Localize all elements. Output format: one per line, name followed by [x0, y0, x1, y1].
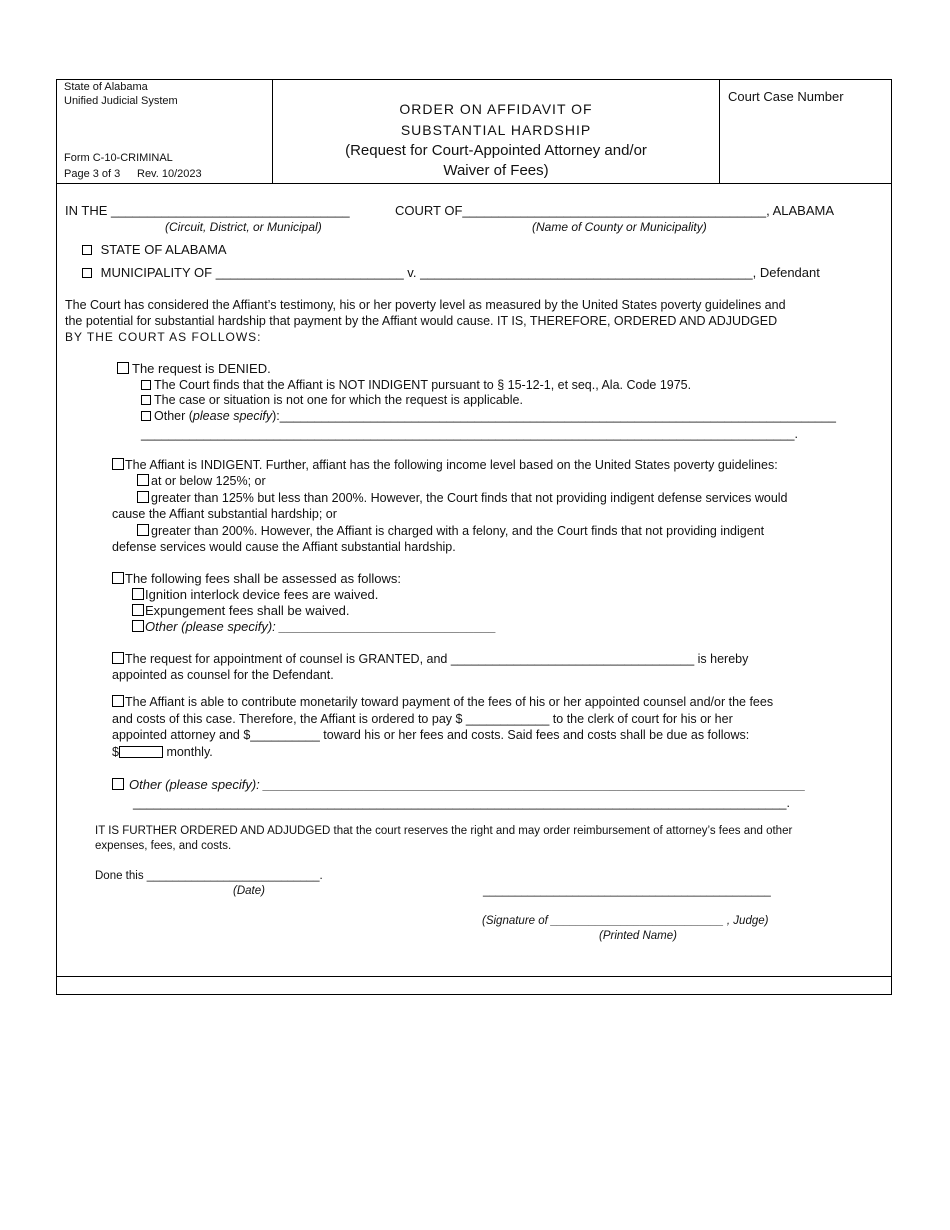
municipality-option[interactable]: [82, 265, 820, 281]
expungement-label: Expungement fees shall be waived.: [145, 603, 350, 618]
income-200-label: greater than 200%. However, the Affiant is charged with a felony, and the Court finds that not providing indigent: [151, 524, 765, 538]
income-200-checkbox[interactable]: [137, 524, 149, 536]
ignition-checkbox[interactable]: [132, 588, 144, 600]
denied-label: The request is DENIED.: [132, 361, 271, 376]
form-id: Form C-10-CRIMINAL: [64, 152, 173, 164]
title-line-3: (Request for Court-Appointed Attorney and/or: [345, 142, 647, 159]
income-125-200-label: greater than 125% but less than 200%. However, the Court finds that not providing indigent defense services would: [151, 491, 788, 505]
monthly-dollar-sign: $: [112, 745, 119, 759]
in-the-field[interactable]: IN THE _________________________________: [65, 203, 350, 218]
monthly-amount-box[interactable]: [119, 746, 163, 758]
contribute-line-4: [112, 744, 213, 760]
expungement-option[interactable]: [132, 603, 350, 619]
further-line-1: IT IS FURTHER ORDERED AND ADJUDGED that the court reserves the right and may order reimbursement of attorney’s fees and other: [95, 825, 793, 837]
fees-other-option[interactable]: [132, 619, 496, 635]
state-checkbox[interactable]: [82, 245, 92, 255]
indigent-option[interactable]: [112, 457, 778, 473]
footer-divider: [57, 976, 891, 977]
header-title: [273, 80, 720, 183]
denied-other-checkbox[interactable]: [141, 411, 151, 421]
counsel-label: The request for appointment of counsel is GRANTED, and ___________________________________ is hereby: [125, 652, 749, 666]
court-of-field[interactable]: COURT OF__________________________________________, ALABAMA: [395, 203, 834, 218]
counsel-option[interactable]: [112, 651, 748, 667]
signature-label: (Signature of ___________________________ , Judge): [482, 915, 769, 927]
not-applicable-option[interactable]: [141, 392, 523, 408]
signature-line[interactable]: _____________________________________________: [483, 885, 771, 897]
fees-other-label: Other (please specify): ______________________________: [145, 619, 497, 634]
form-frame: [56, 79, 892, 995]
income-125-checkbox[interactable]: [137, 474, 149, 486]
expungement-checkbox[interactable]: [132, 604, 144, 616]
counsel-line-2: appointed as counsel for the Defendant.: [112, 668, 334, 682]
county-hint: (Name of County or Municipality): [532, 220, 707, 234]
intro-line-2: the potential for substantial hardship that payment by the Affiant would cause. IT IS, THEREFORE, ORDERED AND ADJUDGED: [65, 314, 778, 328]
further-line-2: expenses, fees, and costs.: [95, 840, 232, 852]
page-number: Page 3 of 3: [64, 168, 121, 180]
title-line-1: ORDER ON AFFIDAVIT OF: [399, 101, 593, 117]
other-option[interactable]: [112, 777, 806, 793]
income-125-200-checkbox[interactable]: [137, 491, 149, 503]
other-line-2[interactable]: ______________________________________________________________________________________________.: [133, 796, 790, 810]
denied-other-line-2[interactable]: ______________________________________________________________________________________________.: [141, 427, 798, 441]
state-option-label: STATE OF ALABAMA: [100, 242, 227, 257]
income-125-200-option[interactable]: [137, 490, 788, 506]
case-number-box[interactable]: [720, 80, 891, 183]
court-type-hint: (Circuit, District, or Municipal): [165, 220, 322, 234]
revision: Rev. 10/2023: [137, 168, 202, 180]
denied-other-line: ):________________________________________________________________________________: [272, 409, 836, 423]
income-125-200-line-2: cause the Affiant substantial hardship; or: [112, 507, 337, 521]
contribute-label: The Affiant is able to contribute monetarily toward payment of the fees of his or her appointed counsel and/or the fees: [125, 695, 774, 709]
other-checkbox[interactable]: [112, 778, 124, 790]
municipality-option-label: MUNICIPALITY OF __________________________ v. ______________________________________________, Defendant: [100, 265, 820, 280]
system-label: Unified Judicial System: [64, 95, 178, 107]
counsel-checkbox[interactable]: [112, 652, 124, 664]
other-label: Other (please specify): ___________________________________________________________________________: [129, 777, 806, 792]
denied-other-prefix: Other (: [154, 409, 193, 423]
not-indigent-checkbox[interactable]: [141, 380, 151, 390]
not-indigent-option[interactable]: [141, 377, 691, 393]
contribute-option[interactable]: [112, 694, 773, 710]
denied-checkbox[interactable]: [117, 362, 129, 374]
fees-checkbox[interactable]: [112, 572, 124, 584]
not-applicable-checkbox[interactable]: [141, 395, 151, 405]
not-applicable-label: The case or situation is not one for which the request is applicable.: [154, 393, 523, 407]
contribute-line-3: appointed attorney and $__________ toward his or her fees and costs. Said fees and costs shall be due as follows:: [112, 728, 750, 742]
denied-other-italic: please specify: [192, 409, 273, 423]
monthly-label: monthly.: [166, 745, 213, 759]
income-200-line-2: defense services would cause the Affiant substantial hardship.: [112, 540, 456, 554]
denied-option[interactable]: [117, 361, 271, 377]
contribute-checkbox[interactable]: [112, 695, 124, 707]
income-125-option[interactable]: [137, 473, 266, 489]
ignition-label: Ignition interlock device fees are waived.: [145, 587, 379, 602]
not-indigent-label: The Court finds that the Affiant is NOT INDIGENT pursuant to § 15-12-1, et seq., Ala. Code 1975.: [154, 378, 692, 392]
form-header: [57, 80, 891, 184]
denied-other-option[interactable]: [141, 408, 836, 424]
title-line-4: Waiver of Fees): [443, 162, 549, 179]
income-125-label: at or below 125%; or: [151, 474, 266, 488]
case-number-label: Court Case Number: [728, 89, 844, 104]
ignition-option[interactable]: [132, 587, 378, 603]
title-line-2: SUBSTANTIAL HARDSHIP: [400, 122, 592, 138]
date-label: (Date): [233, 885, 265, 897]
intro-line-1: The Court has considered the Affiant’s testimony, his or her poverty level as measured by the United States poverty guidelines and: [65, 298, 786, 312]
indigent-checkbox[interactable]: [112, 458, 124, 470]
contribute-line-2: and costs of this case. Therefore, the Affiant is ordered to pay $ ____________ to the clerk of court for his or her: [112, 712, 733, 726]
header-left: [57, 80, 273, 183]
intro-line-3: BY THE COURT AS FOLLOWS:: [65, 330, 262, 344]
income-200-option[interactable]: [137, 523, 764, 539]
fees-label: The following fees shall be assessed as follows:: [125, 571, 402, 586]
municipality-checkbox[interactable]: [82, 268, 92, 278]
done-this-field[interactable]: Done this ___________________________.: [95, 870, 323, 882]
fees-option[interactable]: [112, 571, 401, 587]
indigent-label: The Affiant is INDIGENT. Further, affiant has the following income level based on the United States poverty guidelines:: [125, 458, 778, 472]
state-label: State of Alabama: [64, 81, 148, 93]
printed-name-label: (Printed Name): [599, 930, 677, 942]
fees-other-checkbox[interactable]: [132, 620, 144, 632]
state-option[interactable]: [82, 242, 227, 258]
